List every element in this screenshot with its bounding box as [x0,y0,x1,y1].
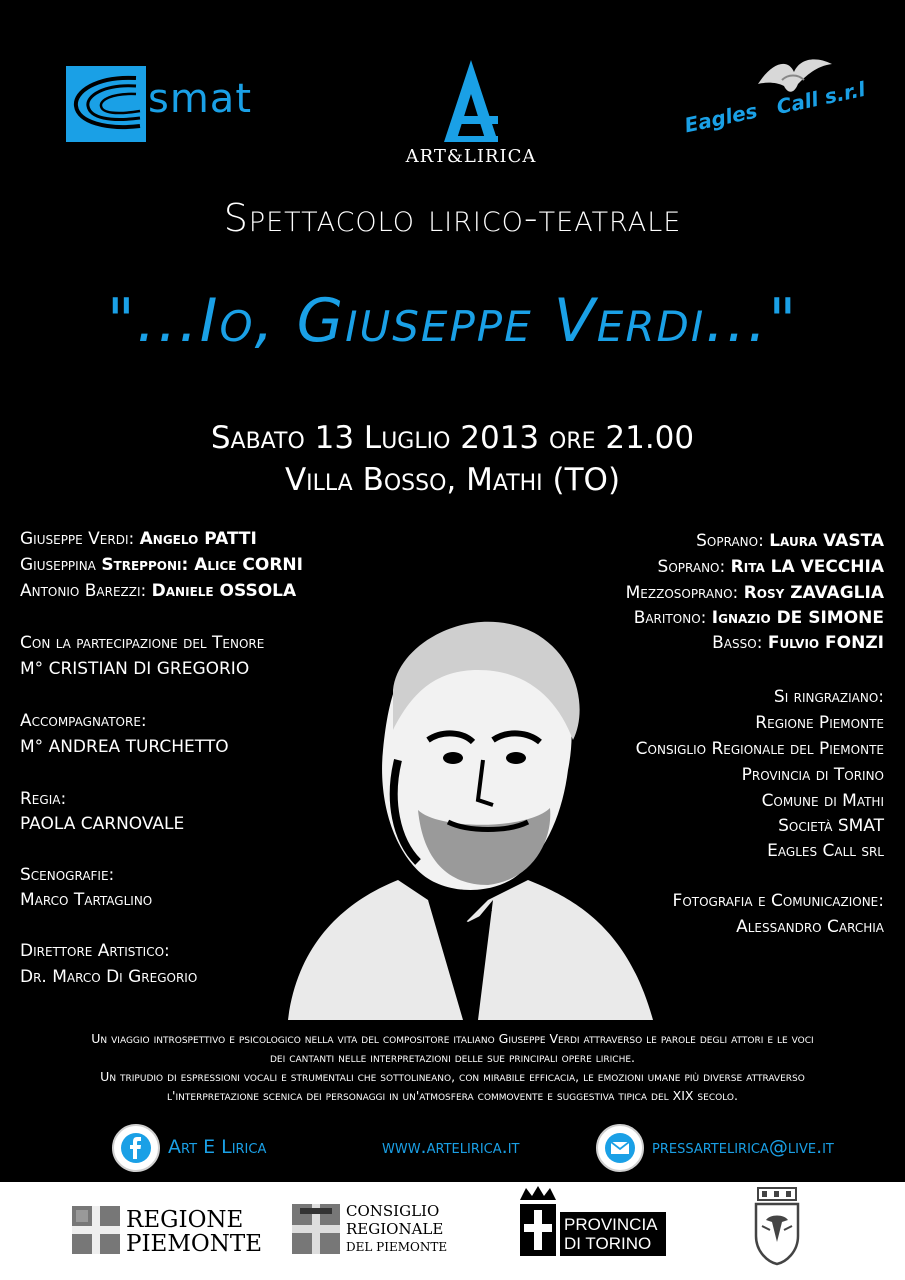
regione-line: PIEMONTE [126,1231,263,1257]
email-link[interactable]: pressartelirica@live.it [652,1136,834,1158]
smat-swirl-icon [66,66,146,142]
credit-role: Mezzosoprano: [625,583,739,603]
credit-baritono [634,607,884,629]
photo-credit-name: Alessandro Carchia [736,917,884,937]
thanks-item: Eagles Call srl [767,841,884,861]
credit-name: Fulvio FONZI [767,633,884,653]
credit-regia-label: Regia: [20,789,67,809]
credit-barezzi [20,580,296,602]
credit-tenor-name: M° CRISTIAN DI GREGORIO [20,659,250,679]
event-venue: Villa Bosso, Mathi (TO) [284,462,621,498]
art-lirica-caption: ART&LIRICA [405,146,537,167]
thanks-item: Società SMAT [778,816,884,836]
credit-tenor-label: Con la partecipazione del Tenore [20,633,265,653]
credit-role: Soprano: [657,557,726,577]
credit-role: Giuseppe Verdi: [20,529,135,549]
smat-logo [66,66,252,142]
call-word: Call s.r.l [774,76,868,120]
verdi-portrait-illustration [278,600,658,1020]
credit-mezzosoprano [626,582,884,604]
credit-verdi [20,528,257,550]
thanks-heading: Si ringraziano: [773,687,884,707]
credit-scenografie-label: Scenografie: [20,865,115,885]
consiglio-line: DEL PIEMONTE [346,1240,448,1254]
photo-credit-label: Fotografia e Comunicazione: [672,891,884,911]
credit-role: Giuseppina [20,555,96,575]
facebook-icon[interactable] [112,1124,160,1172]
show-title: "...Io, Giuseppe Verdi..." [106,286,799,356]
regione-piemonte-logo [126,1208,262,1256]
consiglio-regionale-emblem-icon [292,1204,340,1254]
credit-name: Rosy ZAVAGLIA [743,583,884,603]
credit-role: Antonio Barezzi: [20,581,147,601]
regione-line: REGIONE [126,1207,244,1233]
regione-piemonte-emblem-icon [72,1206,120,1254]
thanks-item: Regione Piemonte [755,713,884,733]
credit-soprano-1 [696,530,884,552]
description-line: l'interpretazione scenica dei personaggi in un'atmosfera commovente e suggestiva tipica del XIX secolo. [167,1088,738,1103]
art-lirica-monogram-icon [400,58,542,146]
credit-soprano-2 [658,556,884,578]
provincia-line: DI TORINO [564,1234,652,1253]
provincia-torino-logo [560,1212,666,1256]
eagles-call-logo [684,54,874,144]
comune-mathi-crest-icon [752,1186,802,1266]
credit-name: Rita LA VECCHIA [730,557,884,577]
credit-accompagnatore-label: Accompagnatore: [20,711,147,731]
credit-name: Ignazio DE SIMONE [711,608,884,628]
credit-strepponi [20,554,303,576]
description-line: Un viaggio introspettivo e psicologico nella vita del compositore italiano Giuseppe Verdi attraverso le parole degli attori e le voci [91,1031,814,1046]
credit-accompagnatore-name: M° ANDREA TURCHETTO [20,737,229,757]
credit-direttore-label: Direttore Artistico: [20,941,170,961]
email-icon[interactable] [596,1124,644,1172]
facebook-link[interactable]: Art E Lirica [168,1136,267,1158]
eagles-word: Eagles [682,98,760,138]
thanks-item: Comune di Mathi [761,791,884,811]
credit-name: Daniele OSSOLA [151,581,297,601]
credit-name: Strepponi: Alice CORNI [101,555,303,575]
provincia-line: PROVINCIA [564,1215,658,1234]
description-line: dei cantanti nelle interpretazioni delle sue principali opere liriche. [269,1050,636,1065]
thanks-item: Provincia di Torino [741,765,884,785]
credit-name: Angelo PATTI [139,529,257,549]
art-lirica-logo [400,58,542,170]
credit-basso [712,632,884,654]
credit-direttore-name: Dr. Marco Di Gregorio [20,967,198,987]
event-date: Sabato 13 Luglio 2013 ore 21.00 [210,420,695,456]
credit-regia-name: PAOLA CARNOVALE [20,814,185,834]
provincia-torino-crest-icon [516,1186,560,1258]
credit-role: Basso: [712,633,763,653]
consiglio-regionale-logo [346,1202,447,1256]
credit-name: Laura VASTA [769,531,884,551]
thanks-item: Consiglio Regionale del Piemonte [635,739,884,759]
show-subtitle: Spettacolo lirico-teatrale [223,196,682,240]
credit-scenografie-name: Marco Tartaglino [20,890,153,910]
description-line: Un tripudio di espressioni vocali e strumentali che sottolineano, con mirabile efficacia, le emozioni umane più diverse attraverso [100,1069,805,1084]
credit-role: Soprano: [696,531,764,551]
credit-role: Baritono: [633,608,707,628]
sponsor-strip [0,1182,905,1280]
consiglio-line: CONSIGLIO [346,1202,440,1220]
smat-wordmark: smat [148,76,252,122]
consiglio-line: REGIONALE [346,1220,444,1238]
website-link[interactable]: www.artelirica.it [382,1136,520,1158]
